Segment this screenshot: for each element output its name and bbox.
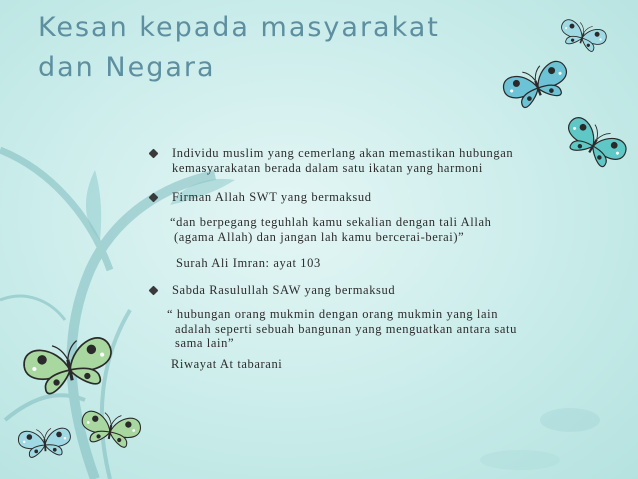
quote-line: (agama Allah) dan jangan lah kamu bercerai-berai)” xyxy=(174,229,465,244)
quote-line: sama lain” xyxy=(175,336,235,350)
hadith-quote xyxy=(167,307,597,351)
quote-line: “ hubungan orang mukmin dengan orang mukmin yang lain xyxy=(167,307,499,321)
butterfly-icon xyxy=(500,58,573,113)
quran-source: Surah Ali Imran: ayat 103 xyxy=(176,256,321,270)
quote-line: adalah seperti sebuah bangunan yang menguatkan antara satu xyxy=(175,321,517,336)
bullet-text: Sabda Rasulullah SAW yang bermaksud xyxy=(172,283,396,297)
hadith-source: Riwayat At tabarani xyxy=(171,357,283,371)
quote-line: “dan berpegang teguhlah kamu sekalian dengan tali Allah xyxy=(170,215,492,229)
bullet-text: Firman Allah SWT yang bermaksud xyxy=(172,190,372,204)
quran-quote xyxy=(170,215,600,244)
butterfly-icon xyxy=(18,427,72,459)
butterfly-icon xyxy=(557,17,608,54)
title-line-1: Kesan kepada masyarakat xyxy=(38,12,440,43)
bullet-text: Individu muslim yang cemerlang akan memastikan hubungan kemasyarakatan berada dalam satu ikatan yang harmoni xyxy=(172,146,514,175)
title-line-2: dan Negara xyxy=(38,52,216,83)
slide-title xyxy=(38,8,440,88)
